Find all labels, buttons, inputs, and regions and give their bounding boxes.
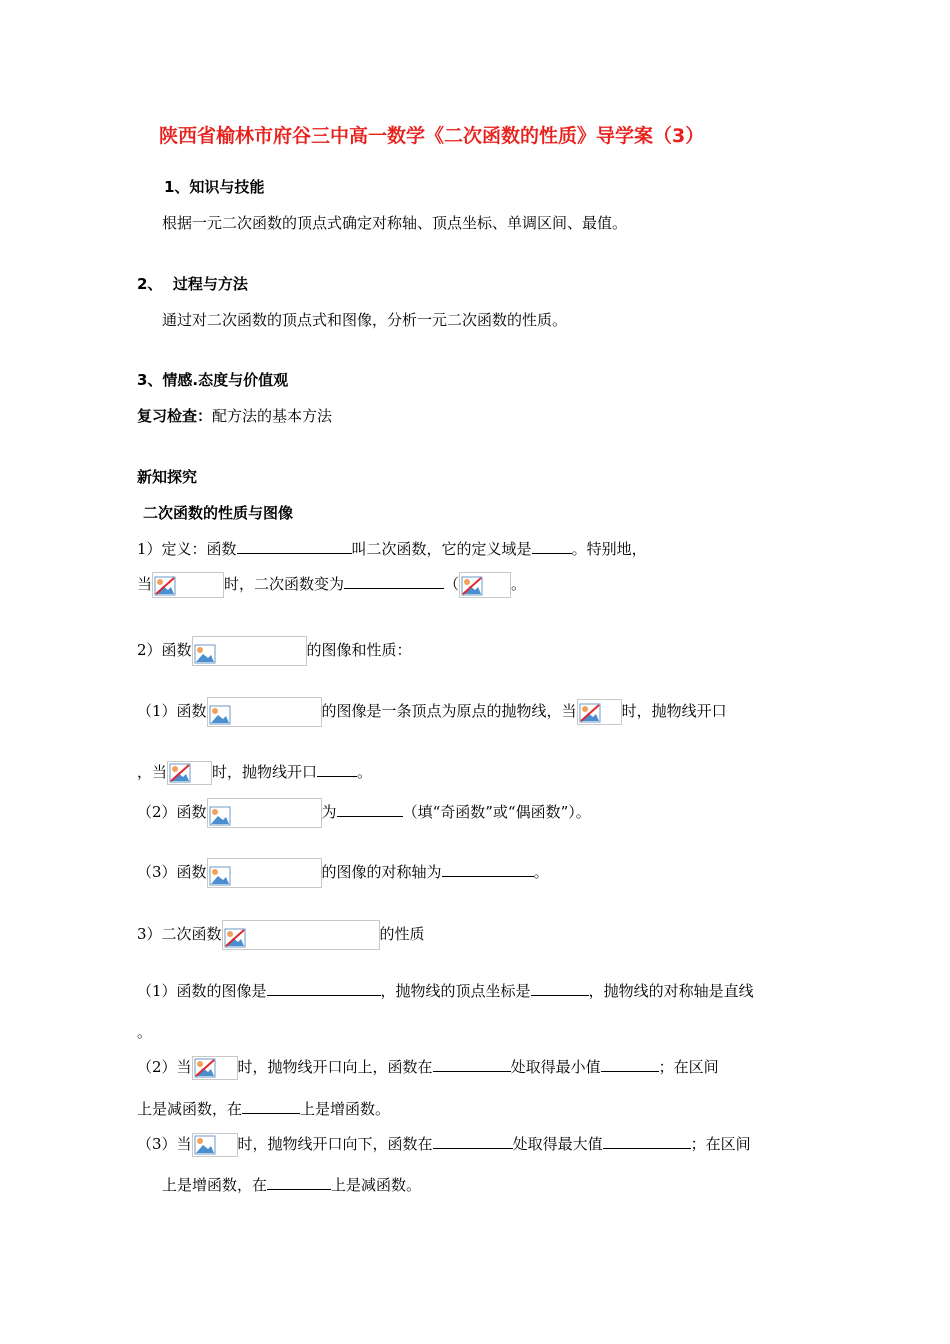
q3-2-line2 <box>137 1097 390 1121</box>
explore-subheading: 二次函数的性质与图像 <box>143 504 294 522</box>
q2-2-text-c: （填“奇函数”或“偶函数”）。 <box>402 803 591 821</box>
q2-2-blank[interactable] <box>337 800 403 817</box>
formula-image-icon <box>207 858 322 888</box>
q2-1-text-f: 。 <box>357 763 373 781</box>
q3-3-text-b: 时，抛物线开口向下，函数在 <box>237 1135 433 1153</box>
formula-image-icon <box>152 572 224 598</box>
q1-text-g: 。 <box>511 575 527 593</box>
q1-blank-2[interactable] <box>532 537 572 554</box>
section-3-heading: 3、情感.态度与价值观 <box>137 371 289 389</box>
q1-text-b: 叫二次函数，它的定义域是 <box>351 540 532 558</box>
explore-heading: 新知探究 <box>137 468 198 486</box>
q3-2-text-b: 时，抛物线开口向上，函数在 <box>237 1058 433 1076</box>
q2-1-line1 <box>137 697 727 727</box>
section-2-heading: 2、 过程与方法 <box>137 275 248 293</box>
q1-blank-3[interactable] <box>344 572 444 589</box>
q3-3-line2 <box>162 1173 421 1197</box>
q3-1-text-a: （1）函数的图像是 <box>137 982 267 1000</box>
q3-1-line2: 。 <box>137 1023 153 1041</box>
q3-3-text-d: ；在区间 <box>690 1135 751 1153</box>
q3-3-blank-1[interactable] <box>433 1132 513 1149</box>
q1-blank-1[interactable] <box>237 537 352 554</box>
q3-3-text-a: （3）当 <box>137 1135 192 1153</box>
q1-line2 <box>137 572 526 612</box>
q3-1-line1 <box>137 979 754 1003</box>
q3-2-text-e: 上是减函数，在 <box>137 1100 243 1118</box>
formula-image-icon <box>192 1056 238 1080</box>
q3-2-line1 <box>137 1055 719 1080</box>
review-line <box>137 404 332 428</box>
q2-3-text-b: 的图像的对称轴为 <box>321 863 442 881</box>
q3-1-text-b: ，抛物线的顶点坐标是 <box>380 982 531 1000</box>
q2-text-b: 的图像和性质： <box>306 641 412 659</box>
q3-1-blank-2[interactable] <box>531 979 589 996</box>
q2-text-a: 2）函数 <box>137 641 192 659</box>
q3-text-a: 3）二次函数 <box>137 925 222 943</box>
q1-text-f: （ <box>444 575 460 593</box>
q3-3-text-f: 上是减函数。 <box>331 1176 422 1194</box>
q2-3-text-a: （3）函数 <box>137 863 207 881</box>
q3-2-text-d: ；在区间 <box>658 1058 719 1076</box>
q2-1-text-b: 的图像是一条顶点为原点的抛物线，当 <box>321 702 577 720</box>
q3-line <box>137 920 425 950</box>
q3-3-line1 <box>137 1132 751 1157</box>
q3-3-blank-2[interactable] <box>603 1132 691 1149</box>
q1-text-a: 1）定义：函数 <box>137 540 237 558</box>
formula-image-icon <box>167 761 212 785</box>
formula-image-icon <box>192 636 307 666</box>
q3-2-blank-3[interactable] <box>242 1097 300 1114</box>
q3-3-blank-3[interactable] <box>267 1173 331 1190</box>
formula-image-icon <box>207 697 322 727</box>
section-2-text: 通过对二次函数的顶点式和图像，分析一元二次函数的性质。 <box>162 311 568 329</box>
q2-2-line <box>137 798 591 828</box>
q2-2-text-a: （2）函数 <box>137 803 207 821</box>
page-title: 陕西省榆林市府谷三中高一数学《二次函数的性质》导学案（3） <box>159 125 705 147</box>
q1-text-c: 。特别地， <box>571 540 647 558</box>
section-1-heading: 1、知识与技能 <box>164 178 265 196</box>
formula-image-icon <box>222 920 380 950</box>
q3-3-text-e: 上是增函数，在 <box>162 1176 268 1194</box>
q3-2-text-c: 处取得最小值 <box>510 1058 601 1076</box>
q3-2-blank-1[interactable] <box>433 1055 511 1072</box>
formula-image-icon <box>207 798 322 828</box>
q2-1-text-e: 时，抛物线开口 <box>212 763 318 781</box>
q2-1-line2 <box>137 760 372 785</box>
q3-text-b: 的性质 <box>379 925 425 943</box>
q3-1-blank-1[interactable] <box>267 979 381 996</box>
q3-2-text-f: 上是增函数。 <box>300 1100 391 1118</box>
q2-3-text-c: 。 <box>533 863 549 881</box>
q1-text-d: 当 <box>137 575 153 593</box>
formula-image-icon <box>459 572 511 598</box>
q2-3-blank[interactable] <box>442 860 534 877</box>
q3-2-blank-2[interactable] <box>601 1055 659 1072</box>
q3-3-text-c: 处取得最大值 <box>512 1135 603 1153</box>
q2-1-text-d: ，当 <box>137 763 168 781</box>
q2-3-line <box>137 858 549 888</box>
q2-1-text-a: （1）函数 <box>137 702 207 720</box>
section-1-text: 根据一元二次函数的顶点式确定对称轴、顶点坐标、单调区间、最值。 <box>162 214 628 232</box>
formula-image-icon <box>577 699 622 725</box>
q2-1-blank[interactable] <box>317 760 357 777</box>
q1-line1 <box>137 537 647 561</box>
q2-2-text-b: 为 <box>321 803 337 821</box>
q3-2-text-a: （2）当 <box>137 1058 192 1076</box>
q3-1-text-c: ，抛物线的对称轴是直线 <box>588 982 754 1000</box>
q2-line <box>137 636 412 666</box>
review-label: 复习检查： <box>137 407 213 425</box>
q2-1-text-c: 时，抛物线开口 <box>621 702 727 720</box>
q1-text-e: 时，二次函数变为 <box>224 575 345 593</box>
review-text: 配方法的基本方法 <box>212 407 333 425</box>
formula-image-icon <box>192 1133 238 1157</box>
